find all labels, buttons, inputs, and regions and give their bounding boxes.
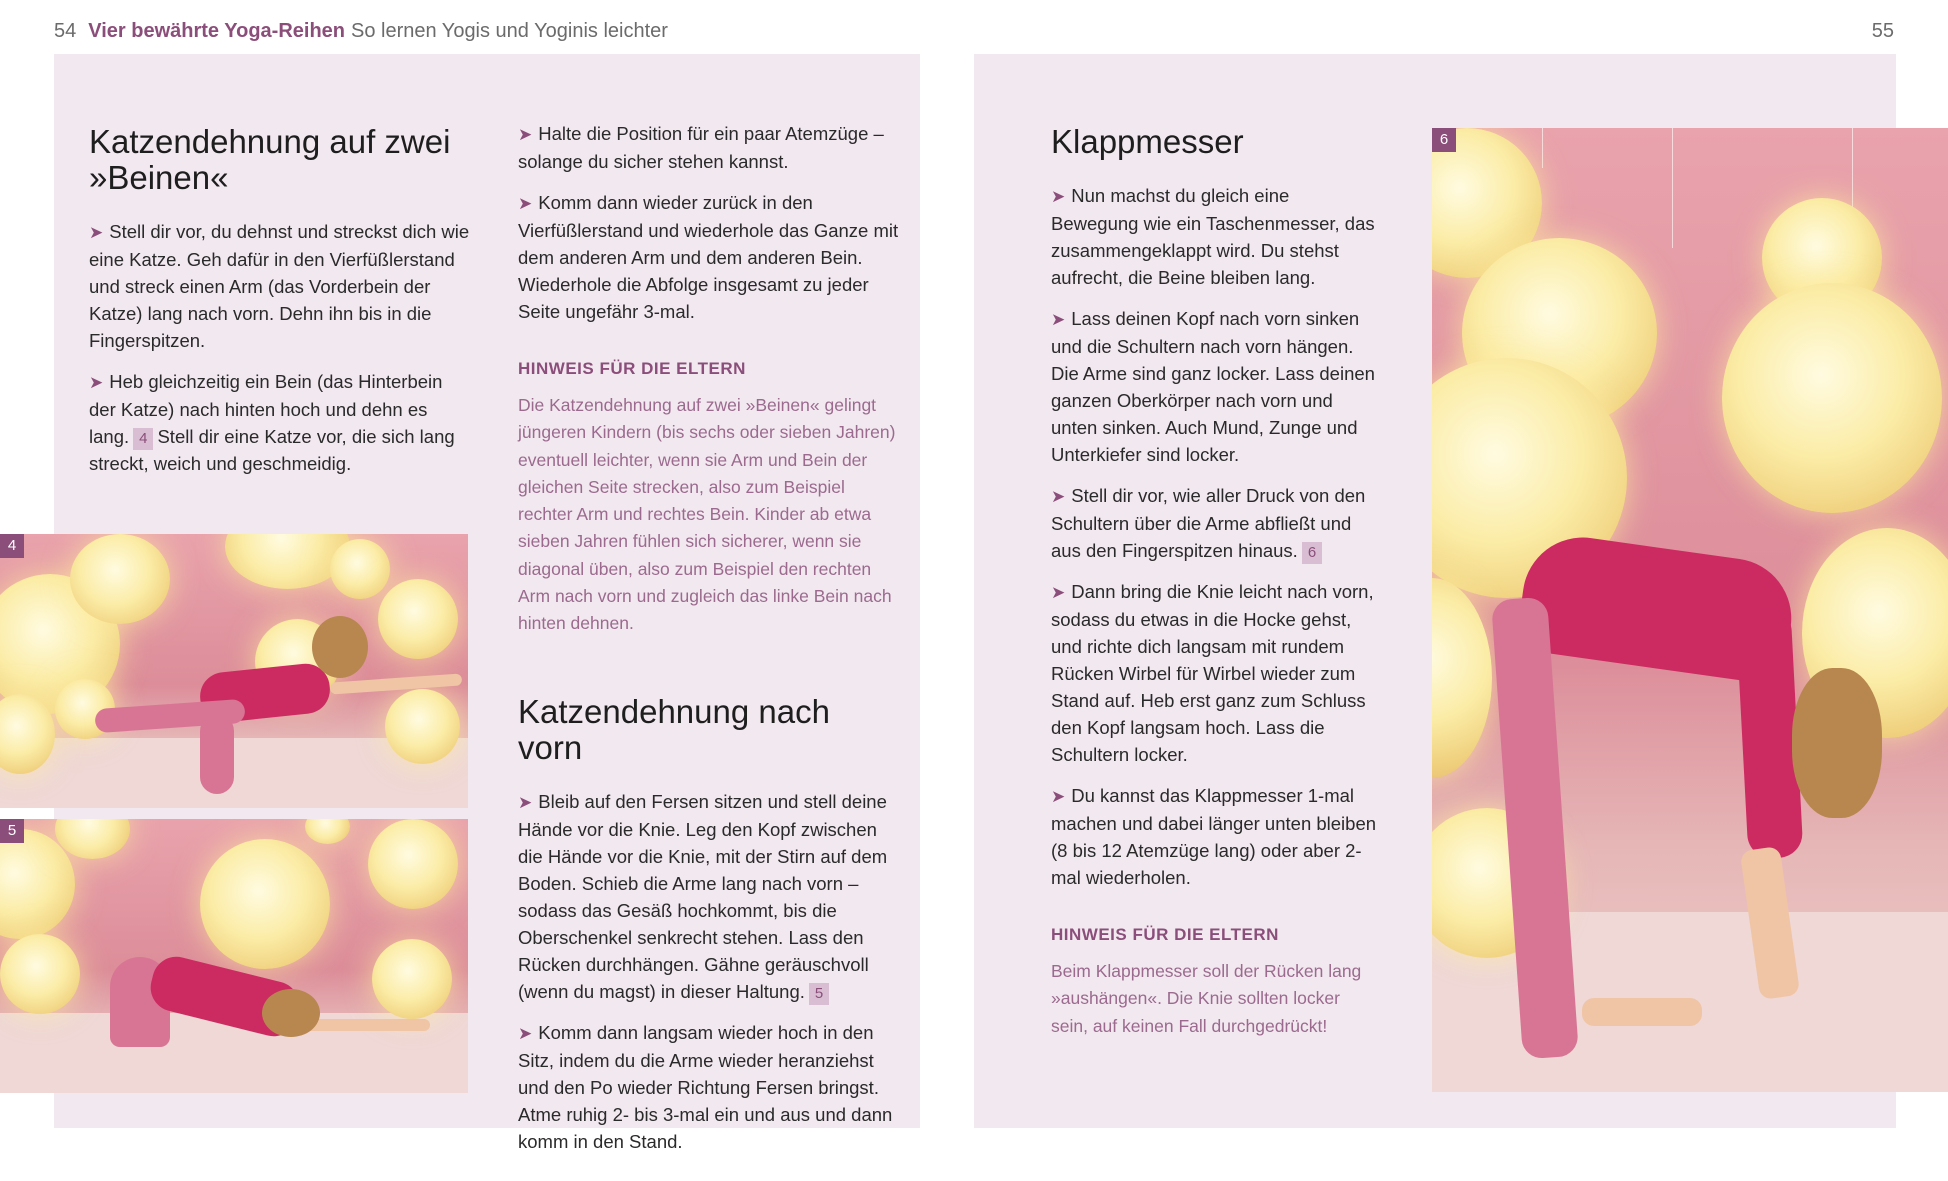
katzendehnung-beine-step-1: ➤ Stell dir vor, du dehnst und streckst dich wie eine Katze. Geh dafür in den Vierfüßlerstand und streck einen Arm (das Vorderbein der Katze) lang nach vorn. Dehn ihn bis in die Fingerspitzen. (89, 221, 470, 351)
bullet-arrow-icon: ➤ (518, 125, 533, 144)
bullet-arrow-icon: ➤ (1051, 583, 1066, 602)
bullet-arrow-icon: ➤ (1051, 187, 1066, 206)
parent-hint-title: HINWEIS FÜR DIE ELTERN (518, 359, 746, 378)
child-arm (330, 673, 463, 694)
page-number-right: 55 (1871, 20, 1894, 42)
page-number-left: 54 (54, 20, 77, 42)
klappmesser-step-1: ➤ Nun machst du gleich eine Bewegung wie ein Taschenmesser, das zusammengeklappt wird. Du stehst aufrecht, die Beine bleiben lang. (1051, 185, 1375, 288)
bullet-arrow-icon: ➤ (1051, 487, 1066, 506)
bullet-arrow-icon: ➤ (518, 1023, 533, 1043)
child-feet (1582, 998, 1702, 1026)
katzendehnung-vorn-title: Katzendehnung nach vorn (518, 692, 830, 766)
lamp-ball (378, 579, 458, 659)
katzendehnung-beine-step-3: ➤ Halte die Position für ein paar Atemzüge – solange du sicher stehen kannst. (518, 123, 884, 172)
photo-4-cat-stretch-two-legs (0, 534, 468, 808)
klappmesser-step-2: ➤ Lass deinen Kopf nach vorn sinken und die Schultern nach vorn hängen. Die Arme sind ganz locker. Lass deinen ganzen Oberkörper nach vorn und unten sinken. Auch Mund, Zunge und Unterkiefer sind locker. (1051, 308, 1375, 465)
klappmesser-column (1051, 124, 1381, 1040)
parent-hint-text: Beim Klappmesser soll der Rücken lang »aushängen«. Die Knie sollten locker sein, auf keinen Fall durchgedrückt! (1051, 961, 1362, 1036)
photo-label-4: 4 (0, 534, 24, 558)
katzendehnung-beine-title: Katzendehnung auf zwei »Beinen« (89, 123, 451, 196)
lamp-string (1672, 128, 1673, 248)
klappmesser-title: Klappmesser (1051, 123, 1244, 160)
parent-hint-text: Die Katzendehnung auf zwei »Beinen« gelingt jüngeren Kindern (bis sechs oder sieben Jahren) eventuell leichter, wenn sie Arm und Bein der gleichen Seite strecken, also zum Beispiel rechter Arm und rechtes Bein. Kinder ab etwa sieben Jahren fühlen sich sicherer, wenn sie diagonal üben, also zum Beispiel den rechten Arm nach vorn und zugleich das linke Bein nach hinten dehnen. (518, 395, 896, 634)
lamp-ball (368, 819, 458, 909)
katzendehnung-beine-column (89, 124, 471, 491)
child-head (312, 616, 368, 678)
child-head (1792, 668, 1882, 818)
lamp-ball (372, 939, 452, 1019)
lamp-ball (385, 689, 460, 764)
lamp-ball (1722, 283, 1942, 513)
bullet-arrow-icon: ➤ (1051, 787, 1066, 806)
lamp-ball (55, 819, 130, 859)
child-leg-kneeling (200, 714, 234, 794)
photo-label-5: 5 (0, 819, 24, 843)
klappmesser-step-3: ➤ Stell dir vor, wie aller Druck von den Schultern über die Arme abfließt und aus den Fingerspitzen hinaus. 6 (1051, 482, 1381, 564)
photo-6-jackknife (1432, 128, 1948, 1092)
bullet-arrow-icon: ➤ (518, 194, 533, 213)
bullet-arrow-icon: ➤ (1051, 310, 1066, 329)
bullet-arrow-icon: ➤ (518, 792, 533, 812)
klappmesser-step-5: ➤ Du kannst das Klappmesser 1-mal machen und dabei länger unten bleiben (8 bis 12 Atemzüge lang) oder aber 2-mal wiederholen. (1051, 785, 1377, 888)
katzendehnung-vorn-step-1: ➤ Bleib auf den Fersen sitzen und stell deine Hände vor die Knie. Leg den Kopf zwischen die Hände vor die Knie, mit der Stirn auf dem Boden. Schieb die Arme lang nach vorn – sodass das Gesäß hochkommt, bis die Oberschenkel senkrecht stehen. Lass den Rücken durchhängen. Gähne geräuschvoll (wenn du magst) in dieser Haltung. 5 (518, 788, 902, 1005)
lamp-string (1542, 128, 1543, 168)
figure-ref-6: 6 (1302, 542, 1322, 564)
parent-hint-title: HINWEIS FÜR DIE ELTERN (1051, 925, 1279, 944)
bullet-arrow-icon: ➤ (89, 373, 104, 392)
katzendehnung-beine-step-4: ➤ Komm dann wieder zurück in den Vierfüßlerstand und wiederhole das Ganze mit dem anderen Arm und dem anderen Bein. Wiederhole die Abfolge insgesamt zu jeder Seite ungefähr 3-mal. (518, 192, 899, 322)
section-title: Vier bewährte Yoga-Reihen (88, 20, 345, 42)
lamp-ball (70, 534, 170, 624)
bullet-arrow-icon: ➤ (89, 223, 104, 242)
child-head (262, 989, 320, 1037)
figure-ref-4: 4 (133, 428, 153, 450)
lamp-ball (200, 839, 330, 969)
katzendehnung-vorn-step-2: ➤ Komm dann langsam wieder hoch in den Sitz, indem du die Arme wieder heranziehst und den Po wieder Richtung Fersen bringst. Atme ruhig 2- bis 3-mal ein und aus und dann komm in den Stand. (518, 1021, 893, 1152)
katzendehnung-beine-step-2: ➤ Heb gleichzeitig ein Bein (das Hinterbein der Katze) nach hinten hoch und dehn es lang. 4 Stell dir eine Katze vor, die sich lang streckt, weich und geschmeidig. (89, 371, 455, 474)
lamp-ball (305, 819, 350, 844)
figure-ref-5: 5 (809, 983, 829, 1005)
section-subtitle: So lernen Yogis und Yoginis leichter (351, 20, 668, 42)
photo-5-cat-stretch-forward (0, 819, 468, 1093)
lamp-ball (0, 934, 80, 1014)
lamp-ball (330, 539, 390, 599)
lamp-ball (1432, 578, 1492, 778)
running-header-left (54, 20, 668, 43)
klappmesser-step-4: ➤ Dann bring die Knie leicht nach vorn, sodass du etwas in die Hocke gehst, und richte dich langsam mit rundem Rücken Wirbel für Wirbel wieder zum Stand auf. Heb erst ganz zum Schluss den Kopf langsam hoch. Lass die Schultern locker. (1051, 581, 1374, 765)
photo-label-6: 6 (1432, 128, 1456, 152)
left-page-column-2 (518, 120, 902, 1169)
